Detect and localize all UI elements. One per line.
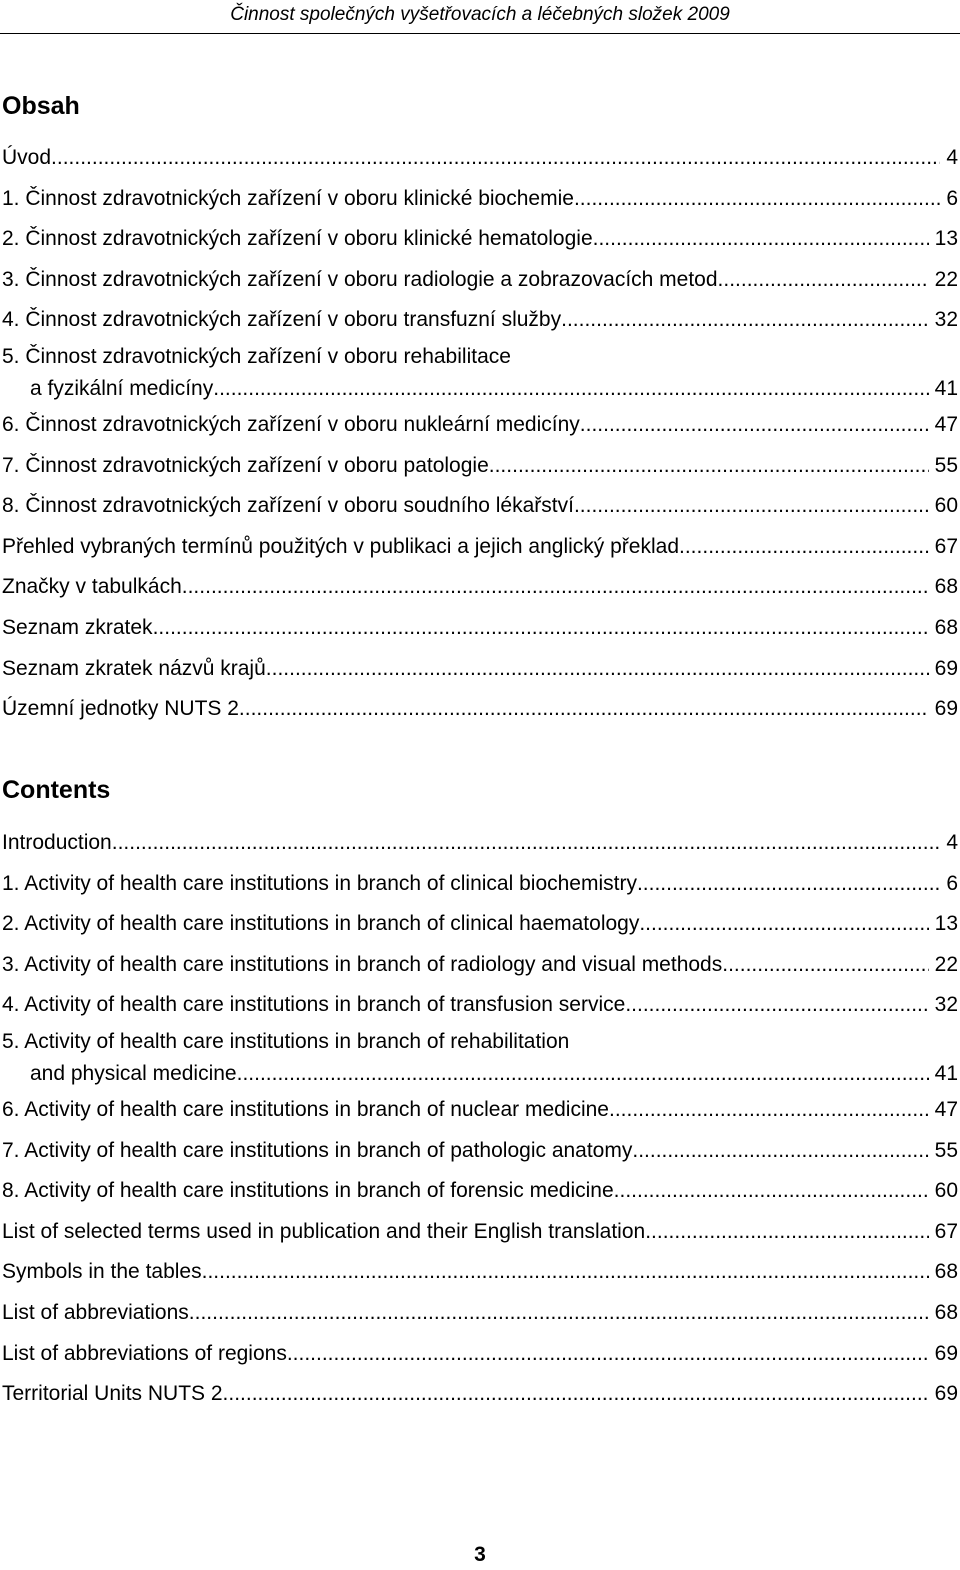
toc-entry[interactable]: [2, 1374, 958, 1415]
toc-entry-page: 13: [934, 227, 958, 251]
dot-leader: [112, 823, 941, 864]
dot-leader: [679, 527, 929, 568]
dot-leader: [189, 1293, 929, 1334]
toc-entry-title: Přehled vybraných termínů použitých v publikaci a jejich anglický překlad: [2, 534, 680, 558]
toc-entry[interactable]: [2, 864, 958, 905]
toc-entry[interactable]: [2, 486, 958, 527]
toc-entry-page: 6: [946, 186, 958, 210]
toc-entry-title: 4. Activity of health care institutions in branch of transfusion service: [2, 993, 626, 1017]
running-header: Činnost společných vyšetřovacích a léčebných složek 2009: [230, 4, 730, 25]
toc-entry-page: 68: [934, 615, 958, 639]
toc-entry[interactable]: [2, 985, 958, 1026]
toc-entry[interactable]: [2, 300, 958, 341]
toc-entry[interactable]: [2, 341, 958, 405]
toc-entry[interactable]: [2, 138, 958, 179]
toc-entry[interactable]: [2, 649, 958, 690]
toc-entry-page: 68: [934, 575, 958, 599]
dot-leader: [637, 864, 940, 905]
toc-entry-page: 55: [934, 1138, 958, 1162]
toc-entry[interactable]: [2, 945, 958, 986]
toc-entry-title: 1. Activity of health care institutions in branch of clinical biochemistry: [2, 871, 637, 895]
toc-entry[interactable]: [2, 446, 958, 487]
dot-leader: [223, 1374, 929, 1415]
toc-entry-page: 60: [934, 494, 958, 518]
toc-entry-title-continued: a fyzikální medicíny: [30, 376, 214, 400]
toc-entry-title: 5. Activity of health care institutions in branch of rehabilitation: [2, 1029, 570, 1053]
toc-entry-page: 68: [934, 1260, 958, 1284]
toc-entry[interactable]: [2, 219, 958, 260]
toc-entry-title: 3. Activity of health care institutions in branch of radiology and visual methods: [2, 952, 723, 976]
toc-entry-title: List of abbreviations of regions: [2, 1341, 287, 1365]
toc-entry-page: 6: [946, 871, 958, 895]
toc-entry-page: 22: [934, 267, 958, 291]
toc-entry-page: 47: [934, 412, 958, 436]
dot-leader: [593, 219, 929, 260]
toc-entry-title: Úvod: [2, 146, 52, 169]
dot-leader: [239, 689, 929, 730]
toc-entry-title: List of selected terms used in publication and their English translation: [2, 1219, 646, 1243]
toc-entry-title-continued: and physical medicine: [30, 1061, 237, 1085]
toc-entry-page: 41: [934, 376, 958, 400]
toc-entry-page: 47: [934, 1097, 958, 1121]
dot-leader: [287, 1334, 929, 1375]
toc-entry-page: 69: [934, 656, 958, 680]
toc-entry-page: 4: [946, 146, 958, 169]
dot-leader: [718, 260, 929, 301]
toc-entry-title: Introduction: [2, 831, 112, 854]
obsah-heading: Obsah: [2, 92, 80, 120]
toc-entry[interactable]: [2, 1252, 958, 1293]
toc-entry-title: Seznam zkratek: [2, 615, 153, 639]
dot-leader: [614, 1171, 929, 1212]
page-number: 3: [474, 1543, 486, 1566]
dot-leader: [202, 1252, 929, 1293]
toc-entry-page: 67: [934, 534, 958, 558]
dot-leader: [625, 985, 928, 1026]
toc-entry-title: 6. Činnost zdravotnických zařízení v oboru nukleární medicíny: [2, 412, 580, 436]
dot-leader: [645, 1212, 928, 1253]
toc-entry-page: 41: [934, 1061, 958, 1085]
toc-entry-title: Territorial Units NUTS 2: [2, 1382, 223, 1406]
toc-entry-page: 69: [934, 1382, 958, 1406]
toc-entry[interactable]: [2, 260, 958, 301]
toc-entry[interactable]: [2, 904, 958, 945]
toc-entry-page: 60: [934, 1179, 958, 1203]
dot-leader: [51, 138, 940, 179]
toc-entry-title: Seznam zkratek názvů krajů: [2, 656, 266, 680]
toc-entry[interactable]: [2, 179, 958, 220]
dot-leader: [609, 1090, 929, 1131]
toc-entry-page: 32: [934, 993, 958, 1017]
toc-entry-title: 4. Činnost zdravotnických zařízení v oboru transfuzní služby: [2, 308, 562, 332]
toc-entry[interactable]: [2, 1334, 958, 1375]
toc-entry-title: 6. Activity of health care institutions in branch of nuclear medicine: [2, 1097, 609, 1121]
toc-entry-page: 67: [934, 1219, 958, 1243]
toc-entry-title: 3. Činnost zdravotnických zařízení v oboru radiologie a zobrazovacích metod: [2, 267, 718, 291]
toc-entry-title: 1. Činnost zdravotnických zařízení v oboru klinické biochemie: [2, 186, 574, 210]
toc-entry[interactable]: [2, 527, 958, 568]
toc-entry-page: 69: [934, 697, 958, 721]
dot-leader: [574, 179, 940, 220]
toc-entry-page: 55: [934, 453, 958, 477]
toc-entry[interactable]: [2, 823, 958, 864]
header-rule: [0, 33, 960, 34]
dot-leader: [213, 373, 928, 405]
toc-entry[interactable]: [2, 1090, 958, 1131]
toc-entry-title: 7. Činnost zdravotnických zařízení v oboru patologie: [2, 453, 489, 477]
contents-heading: Contents: [2, 776, 111, 804]
obsah-toc: [2, 138, 958, 730]
toc-entry[interactable]: [2, 1171, 958, 1212]
toc-entry[interactable]: [2, 1131, 958, 1172]
dot-leader: [237, 1058, 929, 1090]
dot-leader: [632, 1131, 928, 1172]
toc-entry[interactable]: [2, 1293, 958, 1334]
toc-entry[interactable]: [2, 1212, 958, 1253]
toc-entry-title: 2. Činnost zdravotnických zařízení v oboru klinické hematologie: [2, 227, 593, 251]
toc-entry[interactable]: [2, 1026, 958, 1090]
contents-toc: [2, 823, 958, 1415]
toc-entry-title: Územní jednotky NUTS 2: [2, 697, 239, 721]
dot-leader: [580, 405, 929, 446]
toc-entry-title: Symbols in the tables: [2, 1260, 202, 1284]
toc-entry-title: Značky v tabulkách: [2, 575, 182, 599]
toc-entry-page: 22: [934, 952, 958, 976]
toc-entry-page: 68: [934, 1300, 958, 1324]
dot-leader: [489, 446, 929, 487]
dot-leader: [639, 904, 928, 945]
dot-leader: [722, 945, 928, 986]
toc-entry[interactable]: [2, 689, 958, 730]
dot-leader: [266, 649, 929, 690]
dot-leader: [574, 486, 929, 527]
toc-entry-page: 32: [934, 308, 958, 332]
toc-entry[interactable]: [2, 608, 958, 649]
toc-entry-title: 8. Činnost zdravotnických zařízení v oboru soudního lékařství: [2, 494, 574, 518]
dot-leader: [153, 608, 929, 649]
toc-entry[interactable]: [2, 567, 958, 608]
toc-entry[interactable]: [2, 405, 958, 446]
toc-entry-page: 13: [934, 912, 958, 936]
toc-entry-title: 5. Činnost zdravotnických zařízení v oboru rehabilitace: [2, 344, 511, 368]
toc-entry-page: 69: [934, 1341, 958, 1365]
toc-entry-title: 8. Activity of health care institutions in branch of forensic medicine: [2, 1179, 614, 1203]
toc-entry-title: 7. Activity of health care institutions in branch of pathologic anatomy: [2, 1138, 633, 1162]
toc-entry-title: 2. Activity of health care institutions in branch of clinical haematology: [2, 912, 640, 936]
dot-leader: [182, 567, 929, 608]
toc-entry-page: 4: [946, 831, 958, 854]
dot-leader: [561, 300, 929, 341]
toc-entry-title: List of abbreviations: [2, 1300, 189, 1324]
